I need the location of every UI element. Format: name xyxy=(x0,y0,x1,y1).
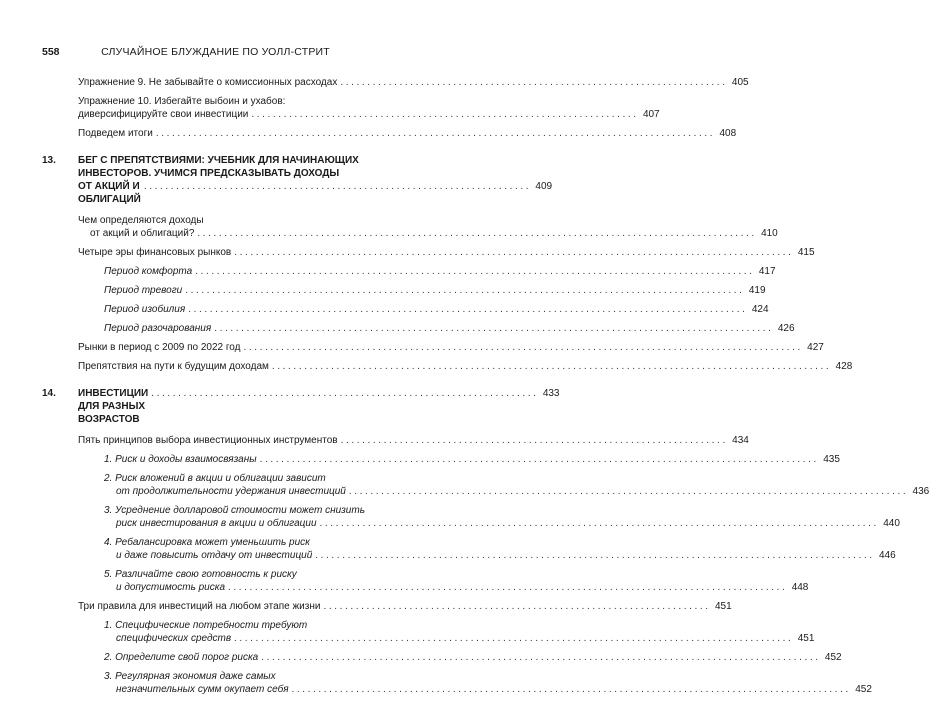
toc-entry-abundance[interactable] xyxy=(42,303,769,316)
toc-page-number: 426 xyxy=(777,323,795,334)
toc-entry-comfort[interactable] xyxy=(42,265,776,278)
toc-entry-title-line1: 1. Специфические потребности требуют xyxy=(104,620,308,631)
toc-entry-principle-4[interactable] xyxy=(42,536,896,562)
toc-entry-title-line2: от продолжительности удержания инвестиций xyxy=(116,486,346,497)
toc-entry-title: Три правила для инвестиций на любом этапе жизни xyxy=(78,601,321,612)
toc-entry-title: 1. Риск и доходы взаимосвязаны xyxy=(104,454,257,465)
toc-entry-five-principles[interactable] xyxy=(42,434,749,447)
toc-page-number: 435 xyxy=(823,454,840,465)
toc-entry-title-line1: 3. Регулярная экономия даже самых xyxy=(104,671,276,682)
toc-entry-title-line2: незначительных сумм окупает себя xyxy=(116,684,289,695)
leader-dots: ........................................................................ xyxy=(151,388,539,399)
toc-entry-title-line2: и даже повысить отдачу от инвестиций xyxy=(116,550,313,561)
toc-page-number: 408 xyxy=(719,128,737,139)
toc-entry-principle-2[interactable] xyxy=(42,472,929,498)
toc-entry-eras[interactable] xyxy=(42,246,815,259)
toc-entry-title: Упражнение 9. Не забывайте о комиссионных расходах xyxy=(78,77,338,88)
toc-page-number: 428 xyxy=(835,361,853,372)
leader-dots: ........................................................................................................ xyxy=(348,486,909,497)
leader-dots: ........................................................................................................ xyxy=(155,128,716,139)
toc-entry-title: Подведем итоги xyxy=(78,128,153,139)
leader-dots: ........................................................................................................ xyxy=(291,684,851,695)
toc-entry-summary[interactable] xyxy=(42,127,737,140)
toc-entry-three-rules[interactable] xyxy=(42,600,732,613)
chapter-number: 14. xyxy=(42,388,56,399)
leader-dots: ........................................................................ xyxy=(323,601,711,612)
toc-entry-principle-3[interactable] xyxy=(42,504,900,530)
toc-entry-title: Период тревоги xyxy=(104,285,183,296)
toc-page-number: 433 xyxy=(542,388,560,399)
toc-page-number: 407 xyxy=(642,109,660,120)
toc-entry-principle-1[interactable] xyxy=(42,453,840,466)
toc-entry-title-line2: специфических средств xyxy=(116,633,232,644)
table-of-contents xyxy=(42,76,929,702)
leader-dots: ........................................................................................................ xyxy=(195,266,755,277)
toc-page-number: 452 xyxy=(855,684,872,695)
toc-entry-obstacles[interactable] xyxy=(42,360,853,373)
toc-entry-title: 2. Определите свой порог риска xyxy=(104,652,259,663)
toc-entry-title-line1: Упражнение 10. Избегайте выбоин и ухабов: xyxy=(78,96,286,107)
toc-page-number: 419 xyxy=(748,285,766,296)
leader-dots: ........................................................................................................ xyxy=(185,285,745,296)
leader-dots: ........................................................................................................ xyxy=(234,247,794,258)
toc-page-number: 405 xyxy=(731,77,749,88)
toc-entry-anxiety[interactable] xyxy=(42,284,766,297)
leader-dots: ........................................................................ xyxy=(251,109,639,120)
toc-entry-title-line1: 2. Риск вложений в акции и облигации зависит xyxy=(104,473,326,484)
toc-entry-principle-5[interactable] xyxy=(42,568,809,594)
page-number: 558 xyxy=(42,46,60,58)
leader-dots: ........................................................................................................ xyxy=(315,550,875,561)
toc-entry-title-line1: Чем определяются доходы xyxy=(78,215,204,226)
toc-entry-rule-3[interactable] xyxy=(42,670,872,696)
toc-entry-title-line2: риск инвестирования в акции и облигации xyxy=(116,518,317,529)
leader-dots: ........................................................................................................ xyxy=(234,633,794,644)
toc-entry-title-line2: от акций и облигаций? xyxy=(90,228,195,239)
leader-dots: ........................................................................................................ xyxy=(214,323,774,334)
toc-page-number: 436 xyxy=(912,486,929,497)
chapter-title: ИНВЕСТИЦИИ ДЛЯ РАЗНЫХ ВОЗРАСТОВ xyxy=(78,388,149,425)
toc-entry-exercise-9[interactable] xyxy=(42,76,749,89)
toc-entry-title: Четыре эры финансовых рынков xyxy=(78,247,232,258)
toc-page-number: 409 xyxy=(535,181,553,192)
leader-dots: ........................................................................ xyxy=(340,435,728,446)
toc-chapter-14[interactable] xyxy=(42,387,560,426)
toc-page-number: 415 xyxy=(797,247,815,258)
toc-page-number: 410 xyxy=(761,228,778,239)
chapter-title-line3: ОТ АКЦИЙ И ОБЛИГАЦИЙ xyxy=(78,181,141,205)
toc-entry-markets[interactable] xyxy=(42,341,824,354)
toc-entry-title: Пять принципов выбора инвестиционных инструментов xyxy=(78,435,338,446)
chapter-title-line1: БЕГ С ПРЕПЯТСТВИЯМИ: УЧЕБНИК ДЛЯ НАЧИНАЮЩИХ xyxy=(78,155,359,166)
toc-page-number: 452 xyxy=(824,652,842,663)
toc-entry-title: Период комфорта xyxy=(104,266,193,277)
toc-entry-income[interactable] xyxy=(42,214,778,240)
toc-page-number: 440 xyxy=(883,518,900,529)
toc-page-number: 417 xyxy=(758,266,776,277)
toc-entry-title-line1: 5. Различайте свою готовность к риску xyxy=(104,569,297,580)
leader-dots: ........................................................................................................ xyxy=(188,304,748,315)
toc-entry-title-line1: 4. Ребалансировка может уменьшить риск xyxy=(104,537,310,548)
toc-entry-title-line2: диверсифицируйте свои инвестиции xyxy=(78,109,249,120)
toc-entry-title-line2: и допустимость риска xyxy=(116,582,226,593)
toc-entry-disappointment[interactable] xyxy=(42,322,795,335)
running-header xyxy=(42,46,389,60)
chapter-title-line2: ИНВЕСТОРОВ. УЧИМСЯ ПРЕДСКАЗЫВАТЬ ДОХОДЫ xyxy=(78,168,340,179)
toc-entry-title: Рынки в период с 2009 по 2022 год xyxy=(78,342,241,353)
leader-dots: ........................................................................................................ xyxy=(271,361,832,372)
leader-dots: ........................................................................................................ xyxy=(197,228,757,239)
toc-page-number: 451 xyxy=(715,601,732,612)
toc-page-number: 427 xyxy=(807,342,824,353)
toc-page-number: 434 xyxy=(732,435,749,446)
toc-entry-title: Период изобилия xyxy=(104,304,186,315)
leader-dots: ........................................................................................................ xyxy=(261,652,821,663)
toc-page-number: 448 xyxy=(791,582,809,593)
toc-chapter-13[interactable] xyxy=(42,154,553,206)
toc-entry-exercise-10[interactable] xyxy=(42,95,660,121)
toc-entry-title: Период разочарования xyxy=(104,323,212,334)
leader-dots: ........................................................................ xyxy=(340,77,728,88)
leader-dots: ........................................................................................................ xyxy=(228,582,788,593)
toc-entry-rule-1[interactable] xyxy=(42,619,815,645)
toc-page-number: 424 xyxy=(751,304,769,315)
toc-entry-rule-2[interactable] xyxy=(42,651,842,664)
leader-dots: ........................................................................ xyxy=(143,181,532,192)
toc-entry-title: Препятствия на пути к будущим доходам xyxy=(78,361,269,372)
leader-dots: ........................................................................................................ xyxy=(259,454,819,465)
leader-dots: ........................................................................................................ xyxy=(319,518,879,529)
toc-page-number: 451 xyxy=(797,633,815,644)
toc-entry-title-line1: 3. Усреднение долларовой стоимости может снизить xyxy=(104,505,365,516)
running-title: СЛУЧАЙНОЕ БЛУЖДАНИЕ ПО УОЛЛ-СТРИТ xyxy=(101,46,330,58)
leader-dots: ........................................................................................................ xyxy=(243,342,803,353)
chapter-number: 13. xyxy=(42,155,56,166)
toc-page-number: 446 xyxy=(878,550,896,561)
